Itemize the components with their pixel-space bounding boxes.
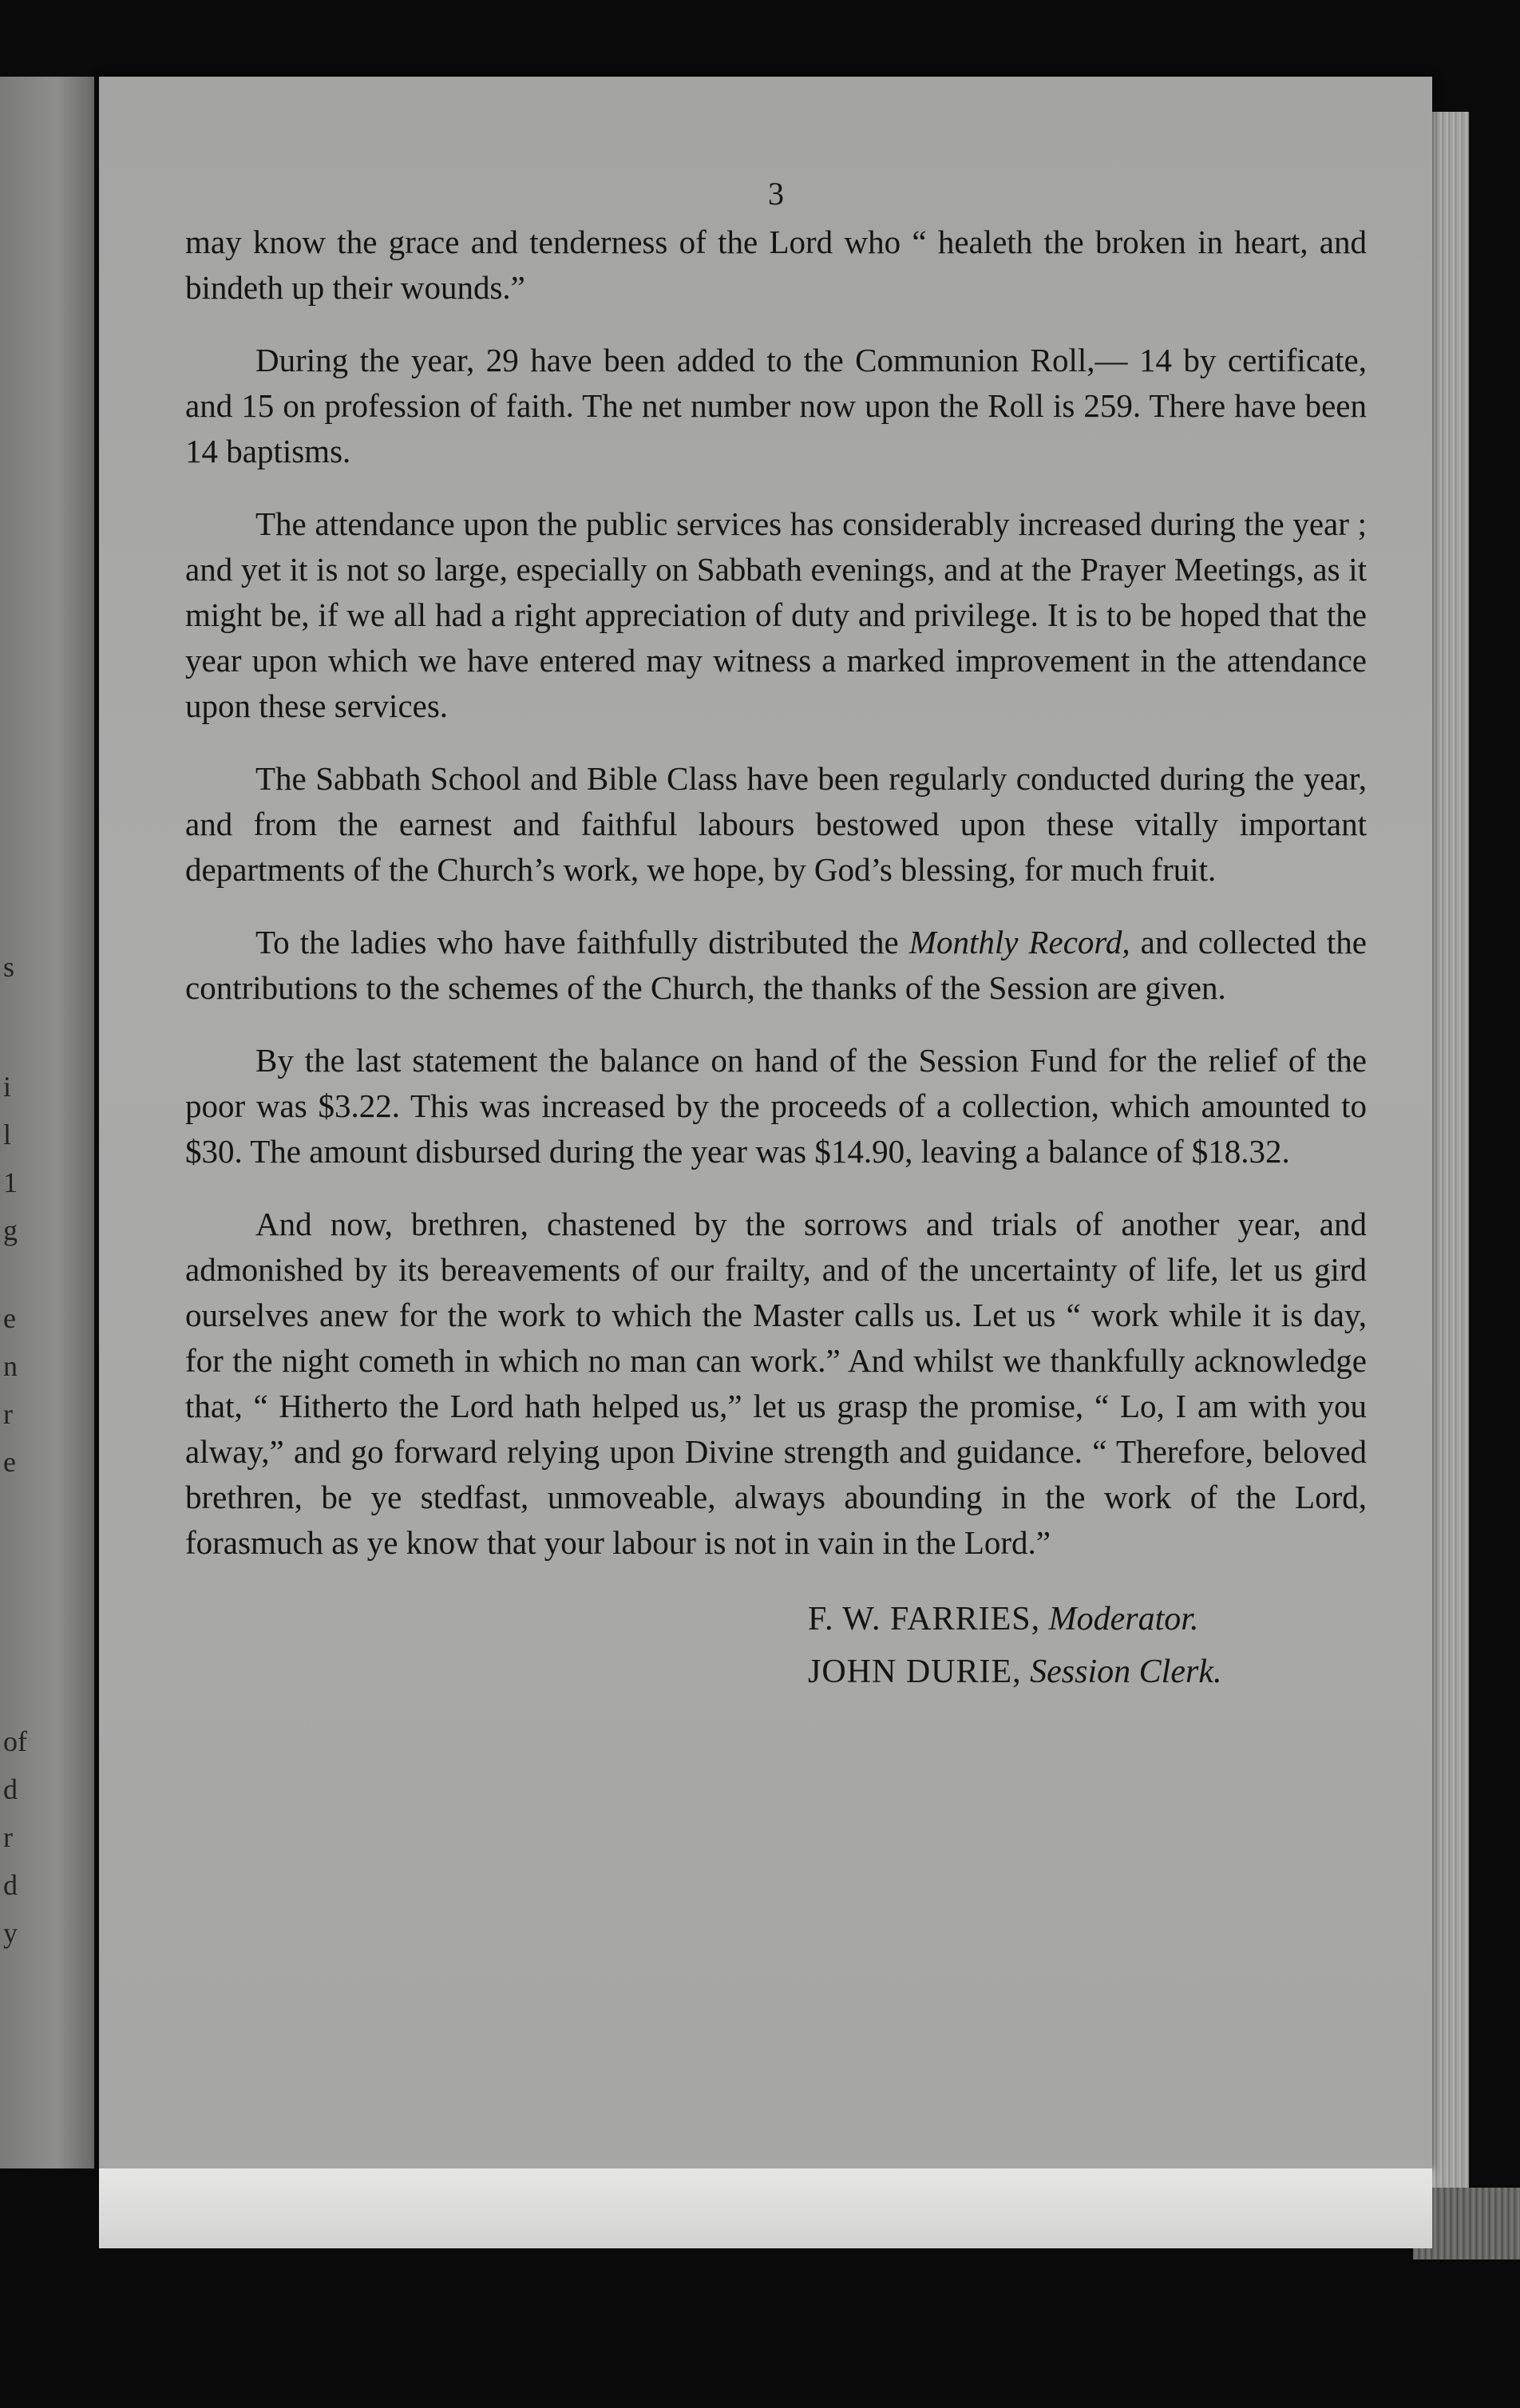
monthly-record-title: Monthly Record, — [908, 924, 1130, 960]
paragraph-session-fund: By the last statement the balance on hand of the Session Fund for the relief of the poor was $3.22. This was increased by the proceeds of a collection, which amounted to $30. The amount disbursed during the year was $14.90, leaving a balance of $18.32. — [185, 1042, 1367, 1170]
facing-page-fragment: g — [3, 1214, 18, 1246]
facing-page-fragment: 1 — [3, 1166, 18, 1198]
ladies-text-after: and collected the contributions to the schemes of the Church, the thanks of the Session are given. — [185, 924, 1367, 1006]
facing-page-fragment: n — [3, 1350, 18, 1382]
signature-session-clerk — [808, 1646, 1367, 1698]
ladies-text-before: To the ladies who have faithfully distributed the — [255, 924, 909, 960]
facing-page-fragment: d — [3, 1773, 18, 1805]
signature-name: JOHN DURIE, — [808, 1654, 1022, 1690]
signature-moderator — [808, 1593, 1367, 1646]
paragraph-exhortation: And now, brethren, chastened by the sorrows and trials of another year, and admonished by its bereavements of our frailty, and of the uncertainty of life, let us gird ourselves anew for the work to which the Master calls us. Let us “ work while it is day, for the night cometh in which no man can work.” And whilst we thankfully acknowledge that, “ Hitherto the Lord hath helped us,” let us grasp the promise, “ Lo, I am with you alway,” and go forward relying upon Divine strength and guidance. “ Therefore, beloved brethren, be ye stedfast, unmoveable, always abounding in the work of the Lord, forasmuch as ye know that your labour is not in vain in the Lord.” — [185, 1206, 1367, 1561]
facing-page-fragment: d — [3, 1869, 18, 1901]
paragraph-sabbath-school: The Sabbath School and Bible Class have been regularly conducted during the year, and from the earnest and faithful labours bestowed upon these vitally important departments of the Church’s work, we hope, by God’s blessing, for much fruit. — [185, 760, 1367, 888]
page-body — [185, 171, 1367, 1698]
facing-page-fragment: e — [3, 1302, 16, 1334]
document-page — [99, 77, 1432, 2168]
facing-page-fragment: l — [3, 1119, 12, 1151]
paragraph-communion-roll: During the year, 29 have been added to the Communion Roll,— 14 by certificate, and 15 on profession of faith. The net number now upon the Roll is 259. There have been 14 baptisms. — [185, 342, 1367, 469]
signature-name: F. W. FARRIES, — [808, 1601, 1041, 1638]
facing-page-fragment: r — [3, 1821, 13, 1853]
signature-title: Session Clerk. — [1030, 1654, 1222, 1690]
page-number: 3 — [768, 176, 784, 212]
facing-page-fragment: r — [3, 1398, 13, 1430]
facing-page-edge — [0, 77, 94, 2168]
paragraph-ladies — [185, 920, 1367, 1011]
signature-title: Moderator. — [1048, 1601, 1199, 1638]
facing-page-fragment: e — [3, 1446, 16, 1478]
facing-page-fragment: i — [3, 1071, 12, 1103]
page-bottom-margin — [99, 2168, 1432, 2248]
signatures — [185, 1593, 1367, 1698]
paragraph-attendance: The attendance upon the public services has considerably increased during the year ; and yet it is not so large, especially on Sabbath evenings, and at the Prayer Meetings, as it might be, if we all had a right appreciation of duty and privilege. It is to be hoped that the year upon which we have entered may witness a marked improvement in the attendance upon these services. — [185, 505, 1367, 724]
facing-page-fragment: s — [3, 951, 15, 983]
facing-page-fragment: of — [3, 1725, 27, 1757]
paragraph-continuation: may know the grace and tenderness of the Lord who “ healeth the broken in heart, and bindeth up their wounds.” — [185, 224, 1367, 306]
facing-page-fragment: y — [3, 1917, 18, 1949]
